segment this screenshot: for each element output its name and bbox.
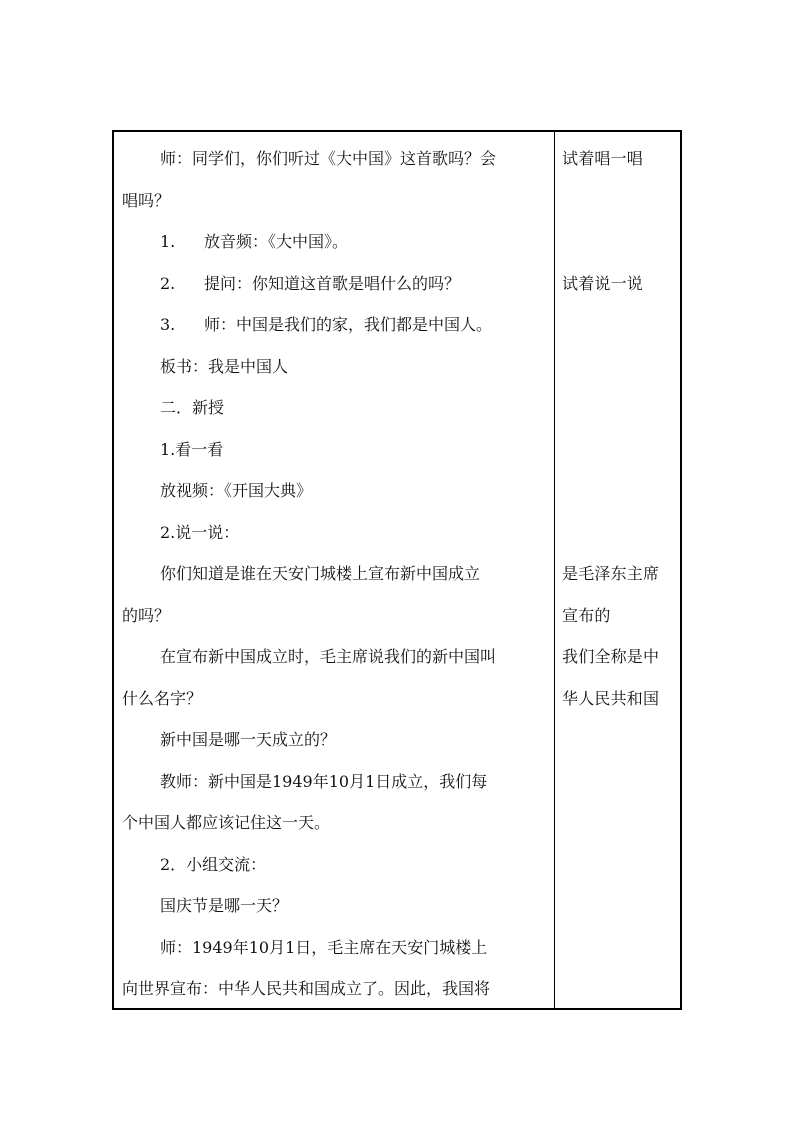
text-line: 新中国是哪一天成立的？ (160, 730, 337, 749)
text-line: 师：1949年10月1日，毛主席在天安门城楼上 (160, 937, 488, 957)
teaching-content-column (122, 138, 548, 1010)
text-line: 2.说一说： (160, 522, 240, 542)
numbered-line (122, 221, 548, 263)
text-line: 教师：新中国是1949年10月1日成立，我们每 (160, 771, 488, 791)
column-divider (554, 132, 555, 1008)
activity-note: 我们全称是中 (562, 647, 660, 666)
text-line: 个中国人都应该记住这一天。 (122, 813, 331, 832)
item-number: 1. (160, 232, 176, 251)
numbered-line (122, 263, 548, 305)
item-text: 师：中国是我们的家，我们都是中国人。 (204, 315, 493, 334)
activity-note: 华人民共和国 (562, 688, 660, 708)
text-line: 放视频：《开国大典》 (160, 481, 313, 500)
numbered-line (122, 304, 548, 346)
activity-note: 试着说一说 (562, 273, 644, 293)
section-heading: 二．新授 (160, 398, 225, 417)
text-line: 1.看一看 (160, 439, 224, 459)
text-line: 的吗？ (122, 605, 171, 625)
text-line: 唱吗？ (122, 190, 171, 210)
text-line: 2．小组交流： (160, 854, 267, 874)
text-line: 师：同学们，你们听过《大中国》这首歌吗？会 (160, 149, 497, 168)
student-activity-column (562, 138, 680, 719)
activity-note: 是毛泽东主席 (562, 564, 660, 583)
lesson-table (112, 130, 682, 1010)
item-text: 放音频：《大中国》。 (204, 232, 349, 251)
activity-note: 试着唱一唱 (562, 149, 644, 168)
text-line: 你们知道是谁在天安门城楼上宣布新中国成立 (160, 564, 481, 583)
text-line: 在宣布新中国成立时，毛主席说我们的新中国叫 (160, 647, 497, 666)
text-line: 什么名字？ (122, 688, 203, 708)
text-line: 国庆节是哪一天？ (160, 896, 289, 915)
text-line: 向世界宣布：中华人民共和国成立了。因此，我国将 (122, 979, 491, 998)
activity-note: 宣布的 (562, 605, 611, 625)
item-number: 2. (160, 273, 176, 293)
item-text: 提问：你知道这首歌是唱什么的吗？ (204, 273, 461, 293)
text-line: 板书：我是中国人 (160, 356, 289, 376)
item-number: 3. (160, 315, 176, 334)
